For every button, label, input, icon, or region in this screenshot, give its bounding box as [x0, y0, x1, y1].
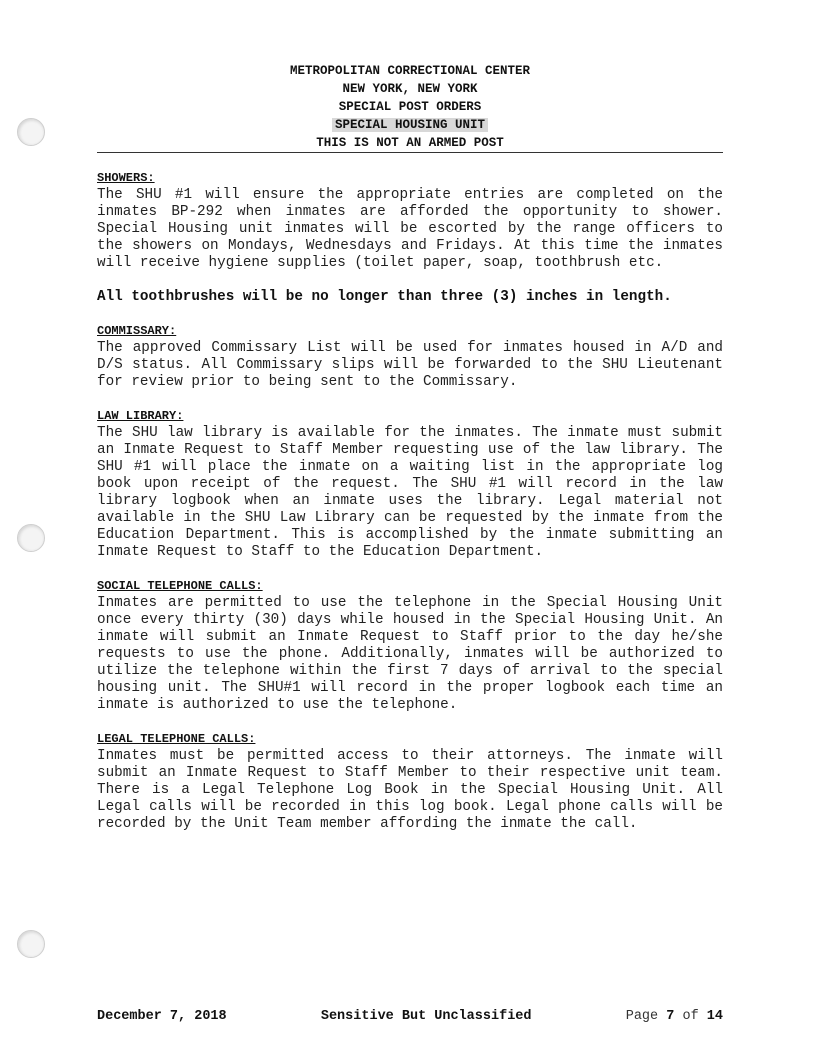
- header-divider: [97, 152, 723, 153]
- document-body: [97, 170, 723, 850]
- punch-hole-top: [17, 118, 45, 146]
- page-label: Page: [625, 1009, 659, 1024]
- page-total: 14: [706, 1009, 723, 1024]
- section-social-telephone-calls: [97, 578, 723, 714]
- section-heading: SOCIAL TELEPHONE CALLS:: [97, 579, 263, 593]
- header-line-1: METROPOLITAN CORRECTIONAL CENTER: [289, 64, 531, 78]
- section-commissary: [97, 323, 723, 391]
- section-heading: SHOWERS:: [97, 171, 155, 185]
- document-footer: [97, 1009, 723, 1024]
- footer-classification: Sensitive But Unclassified: [320, 1009, 532, 1024]
- section-law-library: [97, 408, 723, 561]
- header-line-4: SPECIAL HOUSING UNIT: [332, 118, 488, 132]
- section-text: The SHU law library is available for the inmates. The inmate must submit an Inmate Request to Staff Member requesting use of the law library. The SHU #1 will place the inmate on a waiting list in the appropriate log book upon receipt of the request. The SHU #1 will record in the law library logbook when an inmate uses the library. Legal material not available in the SHU Law Library can be requested by the inmate from the Education Department. This is accomplished by the inmate submitting an Inmate Request to Staff to the Education Department.: [97, 425, 723, 560]
- page-current: 7: [666, 1009, 675, 1024]
- page-number: [626, 1009, 723, 1024]
- section-text: Inmates are permitted to use the telephone in the Special Housing Unit once every thirty (30) days while housed in the Special Housing Unit. An inmate will submit an Inmate Request to Staff prior to the day he/she requests to use the phone. Additionally, inmates will be authorized to utilize the telephone within the first 7 days of arrival to the special housing unit. The SHU#1 will record in the proper logbook each time an inmate is authorized to use the telephone.: [97, 595, 723, 713]
- section-text: Inmates must be permitted access to their attorneys. The inmate will submit an Inmate Request to Staff Member to their respective unit team. There is a Legal Telephone Log Book in the Special Housing Unit. All Legal calls will be recorded in this log book. Legal phone calls will be recorded by the Unit Team member affording the inmate the call.: [97, 748, 723, 832]
- section-heading: LAW LIBRARY:: [97, 409, 184, 423]
- punch-hole-middle: [17, 524, 45, 552]
- section-text: The SHU #1 will ensure the appropriate entries are completed on the inmates BP-292 when inmates are afforded the opportunity to shower. Special Housing unit inmates will be escorted by the range officers to the showers on Mondays, Wednesdays and Fridays. At this time the inmates will receive hygiene supplies (toilet paper, soap, toothbrush etc.: [97, 187, 723, 271]
- footer-date: December 7, 2018: [97, 1009, 227, 1024]
- section-showers: [97, 170, 723, 272]
- section-heading: COMMISSARY:: [97, 324, 177, 338]
- header-line-5: THIS IS NOT AN ARMED POST: [316, 136, 504, 150]
- punch-hole-bottom: [17, 930, 45, 958]
- section-legal-telephone-calls: [97, 731, 723, 833]
- header-line-3: SPECIAL POST ORDERS: [338, 100, 482, 114]
- header-line-2: NEW YORK, NEW YORK: [342, 82, 478, 96]
- section-text: The approved Commissary List will be used for inmates housed in A/D and D/S status. All Commissary slips will be forwarded to the SHU Lieutenant for review prior to being sent to the Commissary.: [97, 340, 723, 390]
- toothbrush-note: All toothbrushes will be no longer than three (3) inches in length.: [97, 289, 672, 305]
- document-header: [97, 62, 723, 152]
- section-heading: LEGAL TELEPHONE CALLS:: [97, 732, 256, 746]
- page-of: of: [682, 1009, 699, 1024]
